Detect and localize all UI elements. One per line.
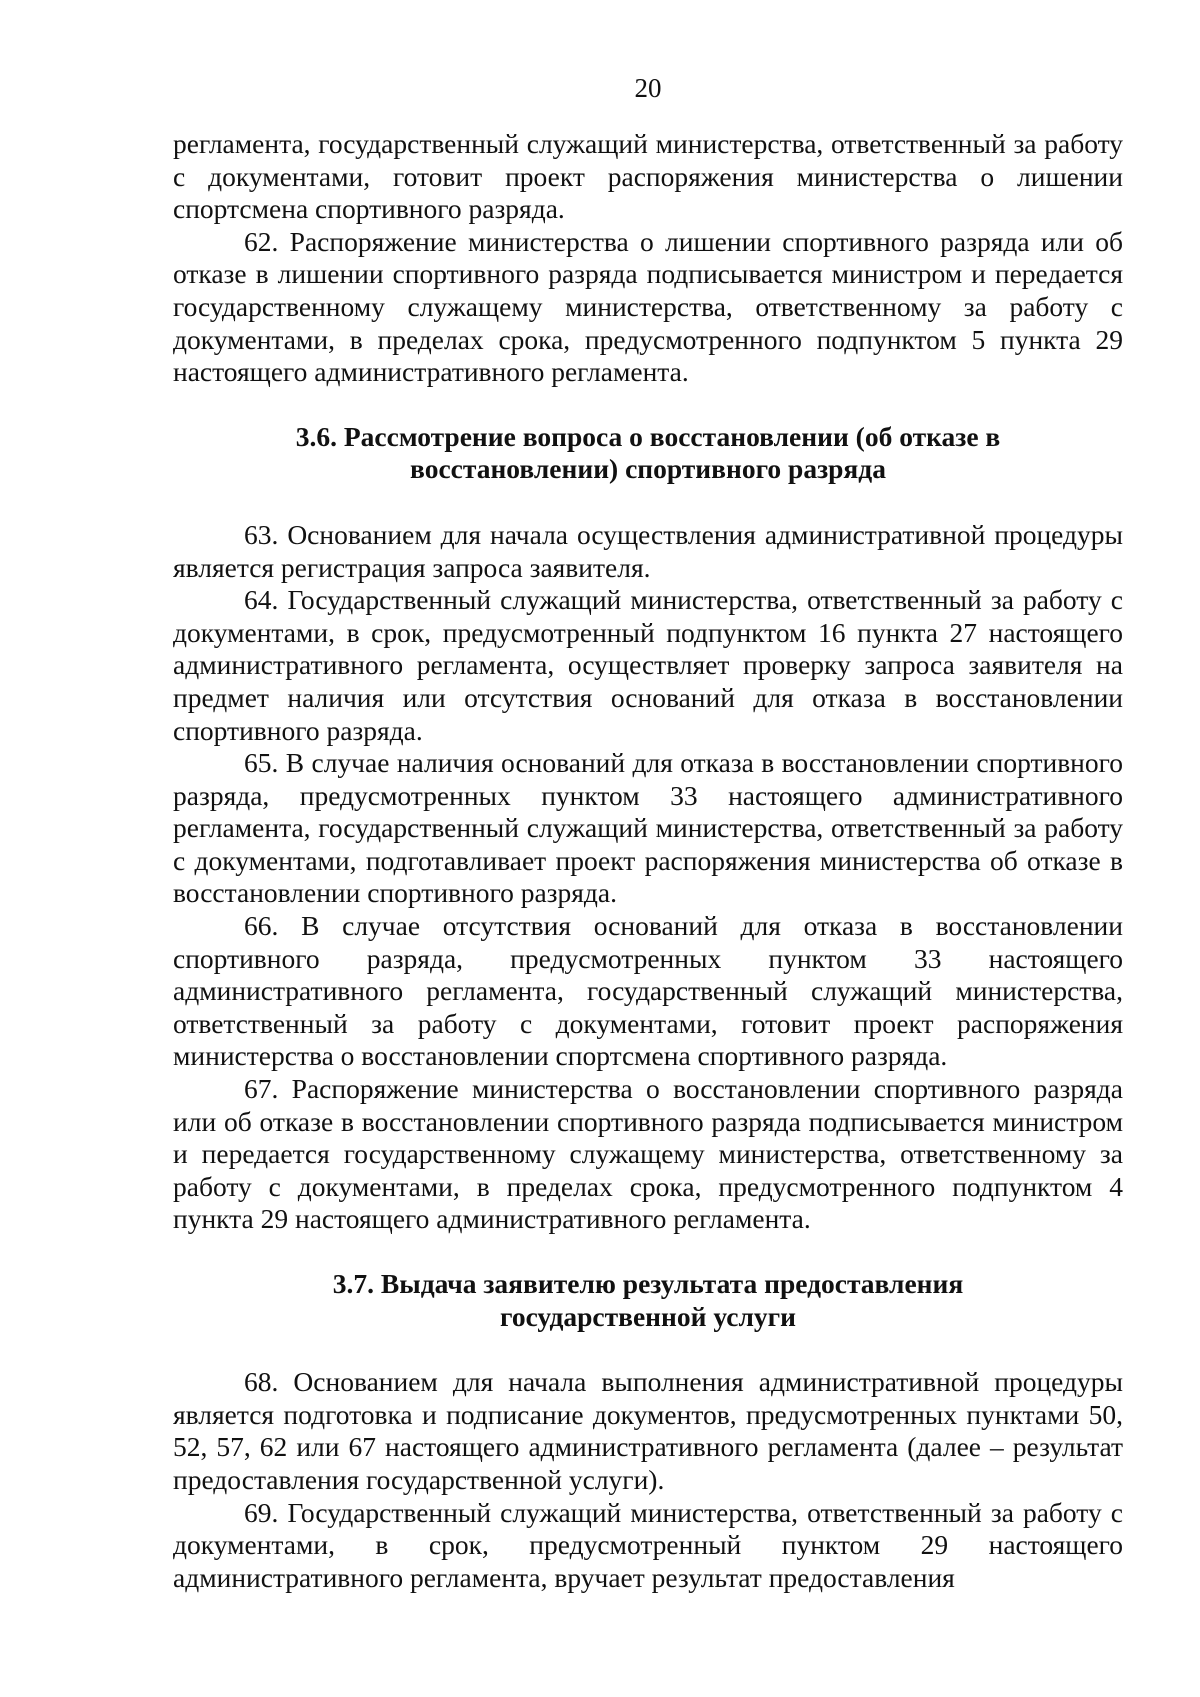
section-3-7-heading-line1: 3.7. Выдача заявителю результата предоставления [332,1268,964,1299]
section-3-6-heading [173,421,1123,486]
spacer [173,1236,1123,1268]
paragraph-66: 66. В случае отсутствия оснований для отказа в восстановлении спортивного разряда, предусмотренных пунктом 33 настоящего административного регламента, государственный служащий министерства, ответственный за работу с документами, готовит проект распоряжения министерства о восстановлении спортсмена спортивного разряда. [173,910,1123,1072]
page-number: 20 [634,73,662,103]
paragraph-63: 63. Основанием для начала осуществления административной процедуры является регистрация запроса заявителя. [173,518,1123,583]
paragraph-67: 67. Распоряжение министерства о восстановлении спортивного разряда или об отказе в восстановлении спортивного разряда подписывается министром и передается государственному служащему министерства, ответственному за работу с документами, в пределах срока, предусмотренного подпунктом 4 пункта 29 настоящего административного регламента. [173,1073,1123,1235]
section-3-7-heading-line2: государственной услуги [500,1300,796,1332]
paragraph-continuation: регламента, государственный служащий министерства, ответственный за работу с документами, готовит проект распоряжения министерства о лишении спортсмена спортивного разряда. [173,128,1123,225]
paragraph-65: 65. В случае наличия оснований для отказа в восстановлении спортивного разряда, предусмотренных пунктом 33 настоящего административного регламента, государственный служащий министерства, ответственный за работу с документами, подготавливает проект распоряжения министерства об отказе в восстановлении спортивного разряда. [173,747,1123,909]
section-3-6-heading-line1: 3.6. Рассмотрение вопроса о восстановлении (об отказе в [295,420,1001,452]
paragraph-62: 62. Распоряжение министерства о лишении спортивного разряда или об отказе в лишении спортивного разряда подписывается министром и передается государственному служащему министерства, ответственному за работу с документами, в пределах срока, предусмотренного подпунктом 5 пункта 29 настоящего административного регламента. [173,225,1123,388]
document-body [173,128,1123,1594]
spacer [173,486,1123,519]
spacer [173,1333,1123,1366]
paragraph-64: 64. Государственный служащий министерства, ответственный за работу с документами, в срок, предусмотренный подпунктом 16 пункта 27 настоящего административного регламента, осуществляет проверку запроса заявителя на предмет наличия или отсутствия оснований для отказа в восстановлении спортивного разряда. [173,584,1123,746]
paragraph-68: 68. Основанием для начала выполнения административной процедуры является подготовка и подписание документов, предусмотренных пунктами 50, 52, 57, 62 или 67 настоящего административного регламента (далее – результат предоставления государственной услуги). [173,1366,1123,1495]
spacer [173,389,1123,421]
section-3-6-heading-line2: восстановлении) спортивного разряда [410,453,886,485]
section-3-7-heading [173,1268,1123,1333]
paragraph-69: 69. Государственный служащий министерства, ответственный за работу с документами, в срок, предусмотренный пунктом 29 настоящего административного регламента, вручает результат предоставления [173,1496,1123,1593]
